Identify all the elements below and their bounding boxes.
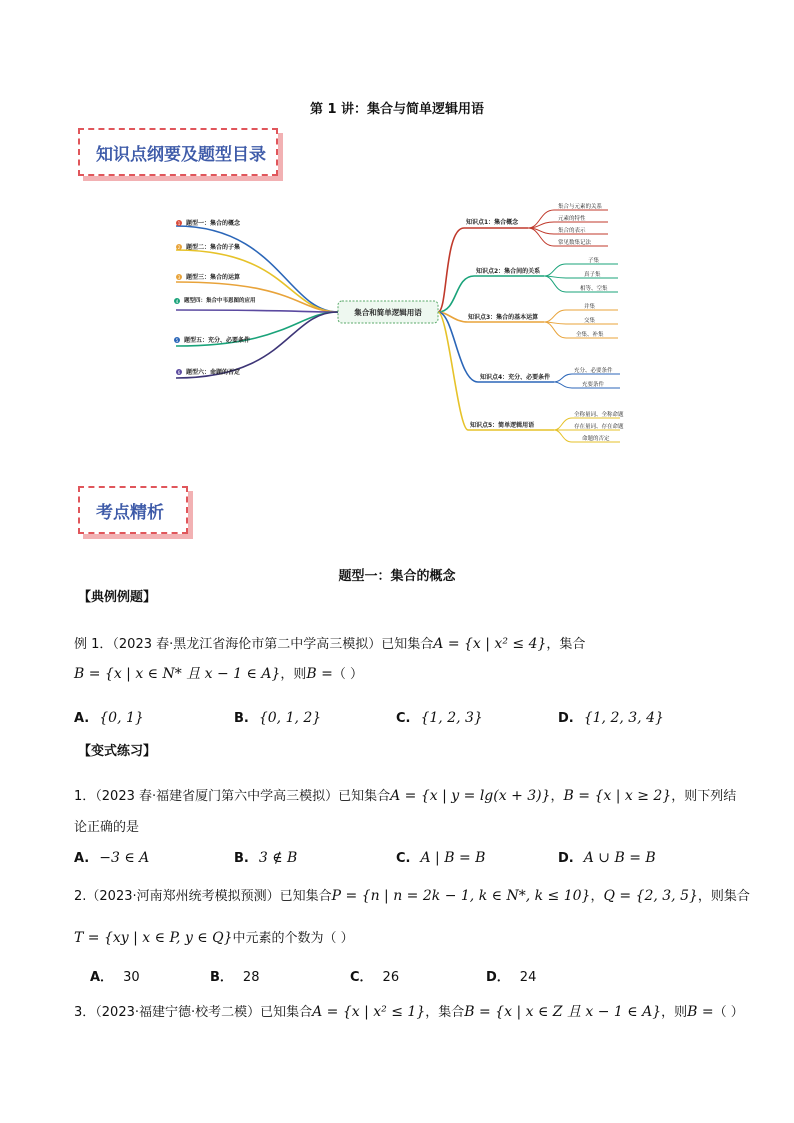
knowledge-point-1: 知识点1：集合概念 [466, 219, 519, 226]
problem-1-line2: 论正确的是 [74, 820, 140, 835]
left-topic-6: 题型六：命题的否定 [186, 369, 241, 376]
option-c: C. A | B = B [396, 850, 486, 866]
svg-text:2: 2 [177, 245, 181, 250]
example-1-line1: 例 1．（2023 春·黑龙江省海伦市第二中学高三模拟）已知集合A = {x | x² ≤ 4}，集合 [74, 636, 586, 652]
sub-point: 全称量词、全称命题 [574, 412, 624, 418]
svg-text:4: 4 [175, 299, 179, 304]
left-topic-5: 题型五：充分、必要条件 [184, 337, 251, 344]
sub-point: 集合的表示 [558, 228, 586, 234]
sub-point: 全集、补集 [576, 332, 604, 338]
sub-point: 元素的特性 [558, 216, 586, 222]
sub-point: 命题的否定 [582, 436, 610, 442]
sub-point: 充要条件 [582, 382, 605, 388]
problem-3-line1: 3．（2023·福建宁德·校考二模）已知集合A = {x | x² ≤ 1}，集合B = {x | x ∈ Z 且 x − 1 ∈ A}，则B =（ ） [74, 1004, 744, 1020]
sub-point: 充分、必要条件 [574, 368, 613, 374]
sub-point: 相等、空集 [580, 286, 608, 292]
set-b: B = {x | x ∈ N* 且 x − 1 ∈ A} [74, 666, 281, 682]
sub-point: 子集 [588, 258, 600, 264]
left-topic-1: 题型一：集合的概念 [186, 220, 241, 227]
sub-point: 交集 [584, 318, 596, 324]
mind-map-right-branches [438, 210, 620, 442]
option-d: D. A ∪ B = B [558, 850, 656, 866]
sub-point: 存在量词、存在命题 [574, 424, 624, 430]
option-a: A． 30 [90, 970, 140, 985]
tag-example: 【典例例题】 [78, 590, 157, 605]
svg-text:6: 6 [177, 370, 181, 375]
problem-1-line1: 1．（2023 春·福建省厦门第六中学高三模拟）已知集合A = {x | y = lg(x + 3)}，B = {x | x ≥ 2}，则下列结 [74, 788, 737, 804]
sub-point: 并集 [584, 304, 596, 310]
option-a: A. −3 ∈ A [74, 850, 150, 866]
option-c: C． 26 [350, 970, 400, 985]
option-a: A. {0, 1} [74, 710, 144, 726]
mind-map [168, 198, 628, 448]
sub-point: 集合与元素的关系 [558, 204, 603, 210]
option-c: C. {1, 2, 3} [396, 710, 483, 726]
section-banner-analysis [78, 486, 188, 534]
mind-map-center-label: 集合和简单逻辑用语 [354, 308, 422, 317]
tag-practice: 【变式练习】 [78, 744, 157, 759]
svg-text:3: 3 [177, 275, 181, 280]
left-topic-2: 题型二：集合的子集 [186, 244, 241, 251]
knowledge-point-2: 知识点2：集合间的关系 [476, 268, 541, 275]
set-a: A = {x | x² ≤ 4} [433, 636, 547, 652]
svg-text:1: 1 [177, 221, 181, 226]
problem-2-line2: T = {xy | x ∈ P, y ∈ Q}中元素的个数为（ ） [74, 930, 354, 946]
knowledge-point-4: 知识点4：充分、必要条件 [480, 374, 551, 381]
knowledge-point-5: 知识点5：简单逻辑用语 [470, 422, 535, 429]
option-b: B. 3 ∉ B [234, 850, 298, 866]
option-b: B. {0, 1, 2} [234, 710, 322, 726]
option-d: D. {1, 2, 3, 4} [558, 710, 664, 726]
banner-label: 知识点纲要及题型目录 [96, 145, 266, 165]
left-topic-4: 题型四：集合中韦恩图的应用 [184, 298, 256, 304]
problem-2-line1: 2.（2023·河南郑州统考模拟预测）已知集合P = {n | n = 2k − 1, k ∈ N*, k ≤ 10}，Q = {2, 3, 5}，则集合 [74, 888, 750, 904]
knowledge-point-3: 知识点3：集合的基本运算 [468, 314, 539, 321]
option-b: B． 28 [210, 970, 260, 985]
section-banner-outline [78, 128, 278, 176]
sub-point: 常见数集记法 [558, 240, 592, 246]
left-topic-3: 题型三：集合的运算 [186, 274, 241, 281]
svg-text:5: 5 [175, 338, 179, 343]
sub-point: 真子集 [584, 272, 601, 278]
example-1-line2: B = {x | x ∈ N* 且 x − 1 ∈ A}，则B =（ ） [74, 666, 363, 682]
option-d: D． 24 [486, 970, 537, 985]
section-title: 题型一：集合的概念 [338, 569, 456, 584]
document-title: 第 1 讲：集合与简单逻辑用语 [309, 102, 485, 117]
banner-label: 考点精析 [96, 503, 164, 523]
